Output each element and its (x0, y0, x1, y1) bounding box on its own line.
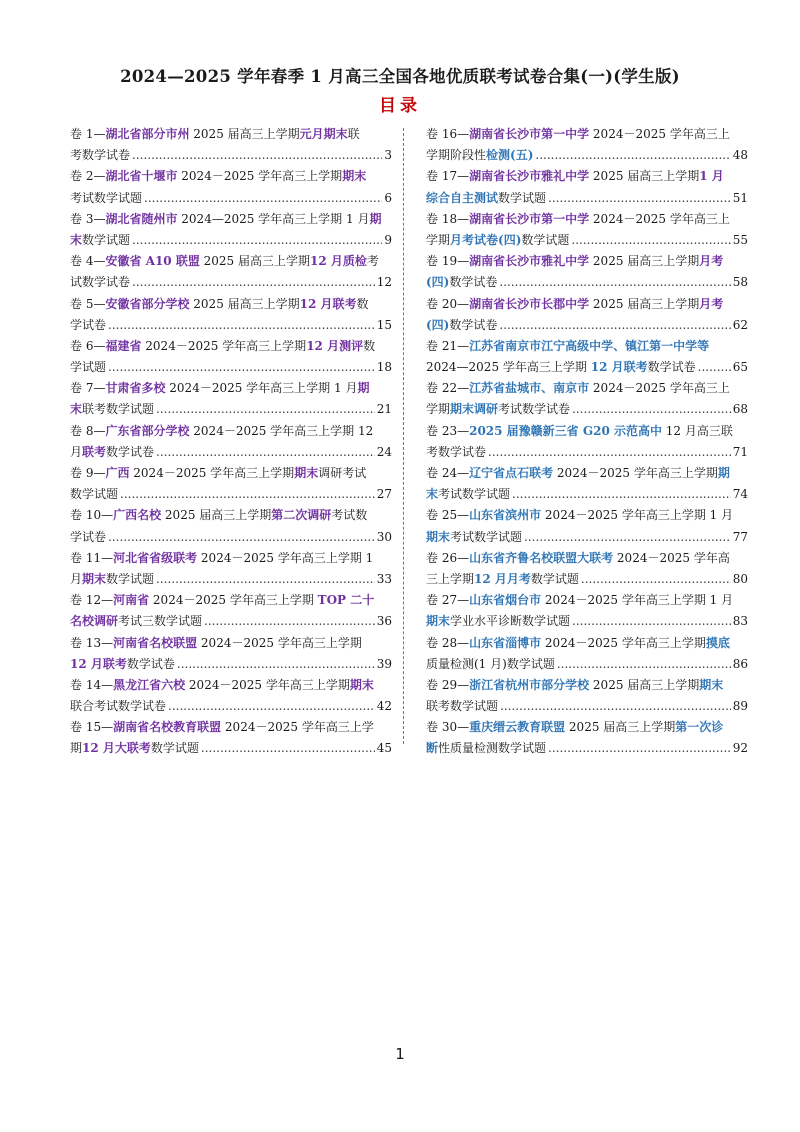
toc-highlight: 12 月测评 (306, 338, 364, 353)
toc-highlight: 月考 (699, 254, 724, 269)
toc-entry[interactable] (426, 590, 748, 632)
toc-text: 卷 24— (426, 466, 470, 480)
toc-text: 卷 10— (70, 508, 114, 523)
toc-highlight: 期 (717, 466, 730, 480)
toc-entry[interactable] (426, 548, 748, 590)
toc-column-left (70, 124, 392, 760)
toc-leader-dots (132, 230, 382, 251)
toc-entry-line2 (70, 527, 392, 548)
toc-entry[interactable] (426, 251, 748, 293)
toc-highlight: 河北省省级联考 (113, 550, 198, 565)
toc-entry-line2 (70, 399, 392, 420)
toc-entry-line1 (70, 124, 392, 145)
toc-text: 卷 28— (426, 635, 470, 650)
toc-entry-line1 (70, 463, 392, 484)
page-number: 1 (395, 1045, 405, 1063)
toc-entry[interactable] (70, 717, 392, 759)
toc-entry[interactable] (426, 378, 748, 420)
toc-leader-dots (581, 569, 731, 590)
toc-highlight: 河南省 (113, 593, 150, 608)
toc-highlight: 湖南省长沙市第一中学 (469, 211, 590, 226)
toc-text: 卷 4— (70, 254, 106, 269)
toc-text: 2024－2025 学年高三上学期 (197, 635, 362, 650)
column-divider (403, 128, 404, 744)
toc-entry-title-cont: 学试题 (70, 360, 107, 375)
toc-text: 卷 27— (426, 593, 470, 608)
page-title: 2024—2025 学年春季 1 月高三全国各地优质联考试卷合集(一)(学生版) (120, 67, 680, 86)
toc-entry-line2 (70, 611, 392, 632)
toc-leader-dots (535, 145, 730, 166)
toc-entry[interactable] (70, 124, 392, 166)
toc-entry-title-cont: 三上学期12 月月考数学试题 (426, 571, 579, 586)
toc-text: 卷 8— (70, 423, 106, 438)
toc-page-number: 39 (376, 656, 392, 671)
toc-entry-title-cont: 考试数学试题 (70, 190, 143, 205)
toc-entry-title-cont: 末数学试题 (70, 232, 131, 247)
toc-highlight: 山东省齐鲁名校联盟大联考 (469, 550, 614, 565)
toc-highlight: 浙江省杭州市部分学校 (469, 677, 590, 692)
toc-entry-line1 (426, 590, 748, 611)
toc-text: 卷 22— (426, 381, 470, 396)
toc-entry-line1 (426, 336, 748, 357)
toc-entry-title-cont: 学期月考试卷(四)数学试题 (426, 232, 570, 247)
toc-heading: 目录 (379, 96, 421, 116)
toc-leader-dots (201, 738, 375, 759)
toc-leader-dots (156, 569, 375, 590)
toc-entry-title-cont: 断性质量检测数学试题 (426, 741, 547, 756)
toc-column-right (426, 124, 748, 760)
toc-highlight: 期末 (294, 466, 319, 480)
toc-entry-line1 (70, 378, 392, 399)
toc-entry-title-cont: 联合考试数学试卷 (70, 699, 167, 714)
toc-leader-dots (548, 738, 731, 759)
toc-page-number: 92 (732, 741, 748, 756)
toc-entry[interactable] (426, 633, 748, 675)
toc-text: 2024－2025 学年高三上学期 (129, 466, 295, 480)
toc-entry[interactable] (70, 421, 392, 463)
toc-text: 卷 26— (426, 550, 470, 565)
toc-page-number: 12 (376, 275, 392, 290)
toc-highlight: 湖北省随州市 (105, 211, 178, 226)
toc-leader-dots (488, 442, 731, 463)
toc-entry-title-cont: 学期阶段性检测(五) (426, 148, 534, 163)
toc-page-number: 48 (732, 148, 748, 163)
toc-entry-line1 (70, 675, 392, 696)
toc-entry-line1 (426, 675, 748, 696)
toc-entry-line1 (70, 166, 392, 187)
toc-page-number: 45 (376, 741, 392, 756)
toc-entry-line2 (70, 442, 392, 463)
toc-text: 卷 18— (426, 211, 470, 226)
toc-entry-line1 (426, 294, 748, 315)
toc-entry-title-cont: 末联考数学试题 (70, 402, 155, 417)
toc-entry-line2 (70, 654, 392, 675)
toc-page-number: 71 (732, 444, 748, 459)
toc-highlight: 湖南省长沙市雅礼中学 (469, 254, 590, 269)
toc-text: 2024－2025 学年高三上学期 1 月 (541, 508, 734, 523)
toc-entry[interactable] (426, 505, 748, 547)
toc-entry-line1 (426, 166, 748, 187)
toc-text: 2024－2025 学年高三上学期 (553, 466, 718, 480)
toc-highlight: 1 月 (699, 169, 724, 184)
toc-text: 2025 届高三上学期 (189, 127, 300, 141)
toc-highlight: 元月期末 (299, 127, 348, 141)
toc-entry-line2 (426, 484, 748, 505)
toc-leader-dots (204, 611, 375, 632)
toc-page-number: 89 (732, 699, 748, 714)
toc-entry[interactable] (70, 294, 392, 336)
toc-text: 2024－2025 学年高三上 (589, 127, 730, 141)
toc-page-number: 9 (384, 232, 392, 247)
toc-text: 卷 25— (426, 508, 470, 523)
toc-entry[interactable] (70, 505, 392, 547)
toc-highlight: 期末 (349, 677, 374, 692)
toc-entry-line1 (70, 421, 392, 442)
toc-text: 卷 3— (70, 211, 106, 226)
toc-highlight: 安徽省 A10 联盟 (105, 254, 200, 269)
toc-text: 2024－2025 学年高三上学期 (541, 635, 706, 650)
toc-entry[interactable] (70, 378, 392, 420)
toc-highlight: 摸底 (705, 635, 730, 650)
toc-text: 2024－2025 学年高三上学期 (185, 677, 350, 692)
toc-page-number: 33 (376, 571, 392, 586)
toc-text: 卷 21— (426, 338, 470, 353)
toc-highlight: 12 月联考 (299, 296, 357, 311)
toc-leader-dots (512, 484, 731, 505)
toc-leader-dots (108, 315, 375, 336)
toc-highlight: 期 (369, 211, 382, 226)
toc-leader-dots (557, 654, 731, 675)
toc-leader-dots (132, 272, 375, 293)
toc-entry-title-cont: 12 月联考数学试卷 (70, 656, 175, 671)
toc-entry-line2 (426, 654, 748, 675)
toc-page-number: 24 (376, 444, 392, 459)
toc-leader-dots (120, 484, 375, 505)
toc-entry-line2 (426, 569, 748, 590)
toc-entry-line2 (70, 230, 392, 251)
toc-entry-title-cont: 学试卷 (70, 317, 107, 332)
toc-page-number: 86 (732, 656, 748, 671)
toc-entry[interactable] (426, 294, 748, 336)
toc-entry-line2 (426, 442, 748, 463)
toc-entry-title-cont: (四)数学试卷 (426, 317, 498, 332)
toc-entry-line1 (70, 336, 392, 357)
toc-entry-title-cont: 期12 月大联考数学试题 (70, 741, 199, 756)
toc-page-number: 18 (376, 360, 392, 375)
toc-text: 2024－2025 学年高三上学期 (177, 169, 343, 184)
toc-entry-line2 (426, 399, 748, 420)
toc-text: 卷 13— (70, 635, 114, 650)
toc-text: 卷 14— (70, 677, 114, 692)
toc-entry-line1 (70, 505, 392, 526)
toc-text: 卷 12— (70, 593, 114, 608)
toc-text: 2024－2025 学年高三上学期 1 月 (165, 381, 358, 396)
toc-highlight: 广西 (105, 466, 130, 480)
toc-highlight: 期末 (699, 677, 724, 692)
toc-entry[interactable] (426, 421, 748, 463)
toc-page-number: 51 (732, 190, 748, 205)
toc-entry-line2 (70, 569, 392, 590)
toc-leader-dots (571, 230, 730, 251)
toc-entry-title-cont: 考数学试卷 (70, 148, 131, 163)
toc-entry-line1 (426, 505, 748, 526)
toc-entry-line1 (426, 463, 748, 484)
toc-highlight: 黑龙江省六校 (113, 677, 186, 692)
toc-entry-line1 (70, 209, 392, 230)
toc-entry-line2 (426, 611, 748, 632)
toc-leader-dots (500, 696, 731, 717)
toc-text: 卷 17— (426, 169, 470, 184)
toc-text: 卷 11— (70, 550, 114, 565)
toc-entry[interactable] (426, 717, 748, 759)
toc-text: 数 (356, 296, 369, 311)
toc-highlight: 湖北省十堰市 (105, 169, 178, 184)
toc-leader-dots (177, 654, 375, 675)
toc-entry[interactable] (70, 590, 392, 632)
toc-highlight: 湖南省长沙市雅礼中学 (469, 169, 590, 184)
toc-text: 2025 届高三上学期 (589, 296, 700, 311)
toc-highlight: 期 (357, 381, 370, 396)
toc-entry-title-cont: 学期期末调研考试数学试卷 (426, 402, 571, 417)
toc-entry-line1 (70, 590, 392, 611)
toc-highlight: 第二次调研 (271, 508, 332, 523)
toc-highlight: TOP 二十 (317, 593, 375, 608)
toc-entry[interactable] (426, 124, 748, 166)
toc-entry-title-cont: 月联考数学试卷 (70, 444, 155, 459)
toc-entry-line2 (70, 272, 392, 293)
toc-entry-line1 (70, 294, 392, 315)
toc-page-number: 42 (376, 699, 392, 714)
toc-entry-line1 (70, 251, 392, 272)
toc-page-number: 77 (732, 529, 748, 544)
toc-leader-dots (132, 145, 382, 166)
toc-entry-title-cont: 月期末数学试题 (70, 571, 155, 586)
toc-entry[interactable] (426, 675, 748, 717)
toc-text: 卷 5— (70, 296, 106, 311)
toc-highlight: 期末 (342, 169, 367, 184)
toc-page-number: 80 (732, 571, 748, 586)
toc-entry-title-cont: 综合自主测试数学试题 (426, 190, 547, 205)
toc-highlight: 辽宁省点石联考 (469, 466, 554, 480)
toc-text: 2024－2025 学年高三上学期 (141, 338, 307, 353)
toc-highlight: 河南省名校联盟 (113, 635, 198, 650)
toc-entry-line2 (426, 145, 748, 166)
toc-entry-line2 (426, 357, 748, 378)
toc-entry[interactable] (70, 675, 392, 717)
toc-page-number: 65 (732, 360, 748, 375)
toc-entry[interactable] (70, 209, 392, 251)
toc-entry[interactable] (426, 209, 748, 251)
toc-entry-line2 (426, 696, 748, 717)
toc-leader-dots (499, 272, 730, 293)
toc-text: 卷 20— (426, 296, 470, 311)
toc-entry-line1 (426, 421, 748, 442)
toc-highlight: 月考 (699, 296, 724, 311)
toc-leader-dots (572, 399, 731, 420)
toc-text: 2024－2025 学年高三上学 (221, 720, 374, 735)
toc-entry-line2 (70, 357, 392, 378)
toc-highlight: 福建省 (105, 338, 142, 353)
toc-entry-line2 (426, 527, 748, 548)
toc-page-number: 74 (732, 487, 748, 502)
toc-entry-line1 (70, 717, 392, 738)
toc-text: 2024－2025 学年高三上学期 1 月 (541, 593, 734, 608)
toc-entry-line2 (426, 188, 748, 209)
toc-entry[interactable] (426, 463, 748, 505)
toc-text: 卷 2— (70, 169, 106, 184)
toc-entry[interactable] (426, 336, 748, 378)
toc-entry-line2 (70, 188, 392, 209)
toc-text: 数 (363, 338, 376, 353)
toc-text: 2025 届高三上学期 (161, 508, 272, 523)
toc-entry-line2 (70, 484, 392, 505)
toc-text: 2024－2025 学年高三上 (589, 381, 730, 396)
toc-leader-dots (144, 188, 382, 209)
toc-text: 2025 届高三上学期 (589, 677, 700, 692)
toc-text: 2024－2025 学年高三上 (589, 211, 730, 226)
toc-entry-line1 (426, 124, 748, 145)
toc-text: 2024－2025 学年高三上学期 12 (189, 423, 374, 438)
toc-highlight: 山东省淄博市 (469, 635, 542, 650)
toc-text: 卷 1— (70, 127, 106, 141)
toc-leader-dots (698, 357, 731, 378)
toc-leader-dots (108, 527, 375, 548)
toc-entry-line1 (426, 548, 748, 569)
toc-highlight: 山东省滨州市 (469, 508, 542, 523)
toc-highlight: 广西名校 (113, 508, 162, 523)
toc-highlight: 江苏省盐城市、南京市 (469, 381, 590, 396)
toc-entry-line2 (70, 696, 392, 717)
toc-entry-title-cont: 期末学业水平诊断数学试题 (426, 614, 571, 629)
toc-entry-title-cont: (四)数学试卷 (426, 275, 498, 290)
toc-entry-title-cont: 试数学试卷 (70, 275, 131, 290)
toc-leader-dots (108, 357, 375, 378)
toc-text: 卷 29— (426, 677, 470, 692)
toc-entry-title-cont: 学试卷 (70, 529, 107, 544)
toc-entry-title-cont: 考数学试卷 (426, 444, 487, 459)
toc-page-number: 68 (732, 402, 748, 417)
toc-page-number: 55 (732, 232, 748, 247)
toc-leader-dots (168, 696, 375, 717)
toc-highlight: 甘肃省多校 (105, 381, 166, 396)
toc-entry-line2 (70, 145, 392, 166)
toc-entry[interactable] (70, 336, 392, 378)
toc-highlight: 湖南省长沙市第一中学 (469, 127, 590, 141)
toc-text: 考试数 (331, 508, 368, 523)
toc-entry-line2 (70, 738, 392, 759)
toc-text: 卷 9— (70, 466, 106, 480)
toc-entry-line1 (426, 251, 748, 272)
toc-text: 2024－2025 学年高 (613, 550, 730, 565)
toc-leader-dots (524, 527, 731, 548)
toc-page-number: 36 (376, 614, 392, 629)
toc-entry-title-cont: 2024—2025 学年高三上学期 12 月联考数学试卷 (426, 360, 696, 375)
toc-highlight: 山东省烟台市 (469, 593, 542, 608)
toc-entry-line2 (70, 315, 392, 336)
toc-text: 卷 7— (70, 381, 106, 396)
toc-entry[interactable] (70, 166, 392, 208)
toc-leader-dots (156, 442, 375, 463)
toc-text: 考 (366, 254, 379, 269)
toc-highlight: 江苏省南京市江宁高级中学、镇江第一中学等 (469, 338, 710, 353)
toc-text: 卷 15— (70, 720, 114, 735)
toc-entry-title-cont: 名校调研考试三数学试题 (70, 614, 203, 629)
toc-entry-line1 (70, 548, 392, 569)
toc-highlight: 广东省部分学校 (105, 423, 190, 438)
toc-text: 2025 届高三上学期 (589, 169, 700, 184)
toc-entry-line2 (426, 230, 748, 251)
toc-entry-line1 (70, 633, 392, 654)
toc-text: 卷 19— (426, 254, 470, 269)
toc-entry-title-cont: 期末考试数学试题 (426, 529, 523, 544)
toc-page-number: 30 (376, 529, 392, 544)
toc-highlight: 第一次诊 (675, 720, 724, 735)
toc-highlight: 安徽省部分学校 (105, 296, 190, 311)
toc-entry-line2 (426, 738, 748, 759)
toc-entry[interactable] (70, 548, 392, 590)
toc-highlight: 湖南省长沙市长郡中学 (469, 296, 590, 311)
toc-text: 卷 30— (426, 720, 470, 735)
toc-page-number: 58 (732, 275, 748, 290)
toc-text: 卷 16— (426, 127, 470, 141)
toc-highlight: 湖南省名校教育联盟 (113, 720, 222, 735)
toc-entry-line2 (426, 272, 748, 293)
toc-page-number: 3 (384, 148, 392, 163)
toc-entry-line1 (426, 717, 748, 738)
toc-page-number: 21 (376, 402, 392, 417)
toc-leader-dots (548, 188, 731, 209)
toc-leader-dots (156, 399, 375, 420)
toc-text: 调研考试 (318, 466, 367, 480)
toc-page-number: 15 (376, 317, 392, 332)
toc-highlight: 湖北省部分市州 (105, 127, 190, 141)
toc-page-number: 6 (384, 190, 392, 205)
toc-entry-title-cont: 数学试题 (70, 487, 119, 502)
toc-page-number: 62 (732, 317, 748, 332)
toc-leader-dots (499, 315, 730, 336)
toc-entry-line2 (426, 315, 748, 336)
toc-text: 2024－2025 学年高三上学期 1 (197, 550, 374, 565)
toc-entry[interactable] (426, 166, 748, 208)
toc-highlight: 2025 届豫赣新三省 G20 示范高中 (469, 423, 662, 438)
toc-text: 卷 23— (426, 423, 470, 438)
toc-text: 12 月高三联 (661, 423, 733, 438)
toc-text: 联 (347, 127, 360, 141)
toc-text: 2024－2025 学年高三上学期 (149, 593, 318, 608)
toc-text: 2025 届高三上学期 (199, 254, 310, 269)
toc-entry-title-cont: 质量检测(1 月)数学试题 (426, 656, 555, 671)
toc-page-number: 27 (376, 487, 392, 502)
toc-entry[interactable] (70, 463, 392, 505)
toc-text: 2025 届高三上学期 (189, 296, 300, 311)
toc-entry-title-cont: 联考数学试题 (426, 699, 499, 714)
toc-entry-title-cont: 末考试数学试题 (426, 487, 511, 502)
toc-text: 2024—2025 学年高三上学期 1 月 (177, 211, 370, 226)
toc-entry[interactable] (70, 251, 392, 293)
toc-entry-line1 (426, 209, 748, 230)
toc-highlight: 重庆缙云教育联盟 (469, 720, 566, 735)
toc-page-number: 83 (732, 614, 748, 629)
toc-entry-line1 (426, 378, 748, 399)
toc-entry-line1 (426, 633, 748, 654)
toc-leader-dots (572, 611, 731, 632)
toc-entry[interactable] (70, 633, 392, 675)
toc-text: 2025 届高三上学期 (589, 254, 700, 269)
toc-highlight: 12 月质检 (310, 254, 367, 269)
toc-text: 2025 届高三上学期 (565, 720, 676, 735)
toc-text: 卷 6— (70, 338, 106, 353)
